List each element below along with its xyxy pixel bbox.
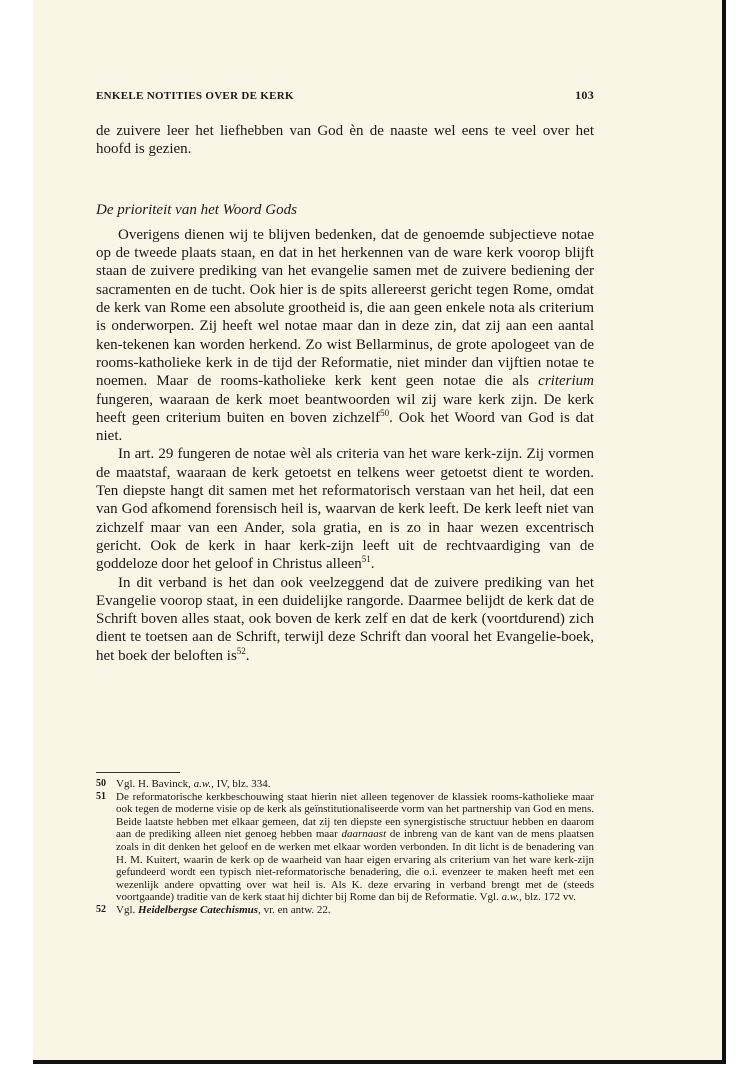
footnote-italic: Heidelbergse Catechismus: [138, 903, 259, 916]
running-head: [96, 88, 594, 106]
footnote-text-part: Vgl. H. Bavinck,: [116, 778, 194, 790]
paragraph-2-text-a: In art. 29 fungeren de notae wèl als criteria van het ware kerk-zijn. Zij vormen de maatstaf, waaraan de kerk getoetst en telkens weer getoetst dient te worden. Ten diepste hangt dit samen met het reformatorisch verstaan van het heil, dat een van God afkomend forensisch heil is, waarvan de kerk leeft. De kerk leeft niet van zichzelf maar van een Ander, sola gratia, en is zo in haar wezen excentrisch gericht. Ook de kerk in haar kerk-zijn leeft uit de rechtvaardiging van de goddeloze door het geloof in Christus alleen: [96, 446, 594, 573]
footnote-italic: a.w.: [193, 778, 212, 790]
footnote-text-part: , IV, blz. 334.: [211, 778, 271, 790]
paragraph-3-text-a: In dit verband is het dan ook veelzeggend dat de zuivere prediking van het Evangelie voorop staat, in een duidelijke rangorde. Daarmee belijdt de kerk dat de Schrift boven alles staat, ook boven de kerk zelf en dat de kerk (voortdurend) zich dient te toetsen aan de Schrift, terwijl deze Schrift dan vooral het Evangelie-boek, het boek der beloften is: [96, 574, 594, 664]
scanned-page: [33, 0, 726, 1064]
footnote-51: [96, 791, 594, 904]
footnote-italic: daarnaast: [341, 828, 387, 841]
footnote-text-part: , blz. 172 vv.: [519, 891, 576, 904]
running-head-title: ENKELE NOTITIES OVER DE KERK: [96, 90, 294, 102]
footnote-italic: a.w.: [501, 891, 520, 904]
page-number: 103: [575, 88, 594, 102]
footnote-text-part: De reformatorische kerkbeschouwing staat hierin niet alleen tegenover de klassiek rooms-katholieke maar ook tegen de moderne visie op de kerk als geïnstitutionaliseerde vorm van het partnership van God en mens. Beide laatste hebben met elkaar gemeen, dat zij ten diepste een synergistische structuur hebben en daarom aan de prediking alleen niet genoeg hebben maar: [116, 790, 594, 841]
paragraph-2-text-b: .: [370, 556, 375, 573]
paragraph-1-text-c: . Ook het Woord van God is dat niet.: [96, 409, 594, 445]
footnote-text: [116, 791, 594, 904]
paragraph-3: [96, 574, 594, 665]
footnote-number: 52: [96, 903, 106, 915]
paragraph-1-italic: criterium: [538, 373, 594, 390]
footnote-50: [96, 778, 594, 791]
paragraph-2: [96, 445, 594, 573]
page-content: [96, 88, 594, 916]
footnote-text: [116, 904, 594, 917]
footnote-text-part: de inbreng van de kant van de mens plaatsen zoals in dit denken het geloof en de werken met elkaar worden verbonden. In dit licht is de benadering van H. M. Kuitert, waarin de kerk op de waarheid van haar eigen ervaring als criterium van het ware kerk-zijn gefundeerd wordt een typisch niet-reformatorische benadering, die o.i. evenzeer te maken heeft met een wezenlijk andere opvatting over wat heil is. Als K. deze ervaring in verband brengt met de (steeds voortgaande) traditie van de kerk staat hij dichter bij Rome dan bij de Reformatie. Vgl.: [116, 828, 594, 904]
footnote-divider: [96, 772, 180, 773]
body-text: [96, 122, 594, 665]
footnote-text: [116, 778, 594, 791]
paragraph-1-text-a: Overigens dienen wij te blijven bedenken, dat de genoemde subjectieve notae op de tweede plaats staan, en dat in het herkennen van de ware kerk voorop blijft staan de zuivere prediking van het evangelie samen met de zuivere bediening der sacramenten en de tucht. Ook hier is de spits allereerst gericht tegen Rome, omdat de kerk van Rome een absolute grootheid is, die aan geen enkele nota als criterium is onderworpen. Zij heeft wel notae maar dan in deze zin, dat zij aan een aantal ken-tekenen kan worden herkend. Zo wist Bellarminus, de grote apologeet van de rooms-katholieke kerk in de tijd der Reformatie, niet minder dan vijftien notae te noemen. Maar de rooms-katholieke kerk kent geen notae die als: [96, 226, 594, 390]
section-heading: De prioriteit van het Woord Gods: [96, 201, 297, 218]
opening-paragraph: de zuivere leer het liefhebben van God èn de naaste wel eens te veel over het hoofd is gezien.: [96, 123, 594, 158]
footnote-ref-50[interactable]: 50: [380, 407, 390, 418]
footnote-52: [96, 904, 594, 917]
footnote-number: 51: [96, 790, 106, 802]
footnotes: [96, 778, 594, 917]
footnote-text-part: , vr. en antw. 22.: [258, 903, 331, 916]
paragraph-3-text-b: .: [245, 647, 250, 664]
paragraph-1-text-b: fungeren, waaraan de kerk moet beantwoorden wil zij ware kerk zijn. De kerk heeft geen criterium buiten en boven zichzelf: [96, 391, 594, 426]
footnote-text-part: Vgl.: [116, 903, 138, 916]
footnote-number: 50: [96, 778, 106, 789]
footnote-ref-51[interactable]: 51: [361, 554, 371, 565]
footnote-ref-52[interactable]: 52: [236, 645, 246, 656]
paragraph-1: [96, 226, 594, 446]
